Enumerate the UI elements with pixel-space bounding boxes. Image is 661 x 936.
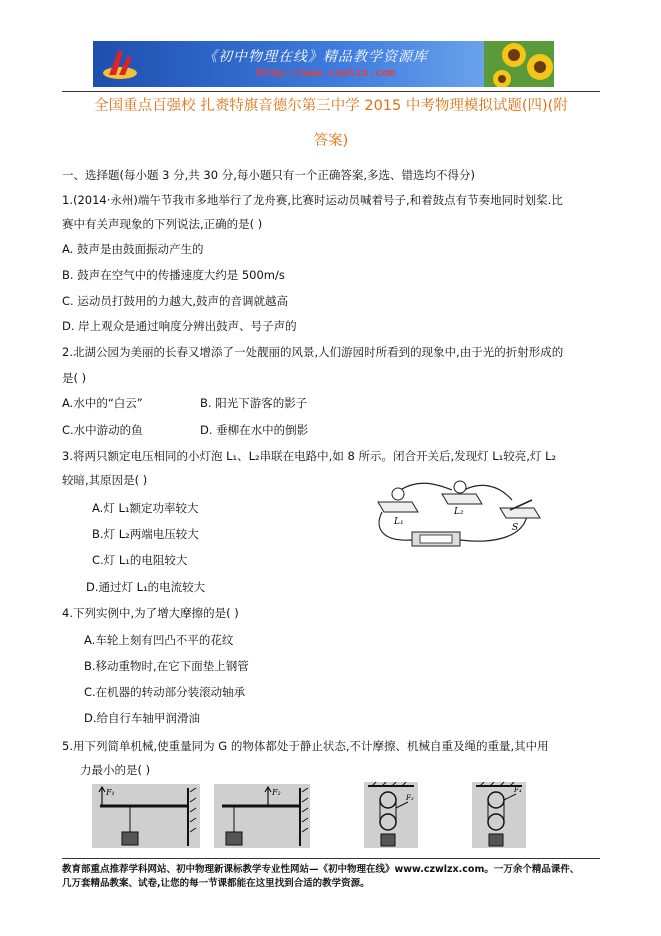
q2-stem-line1: 2.北湖公园为美丽的长春又增添了一处靓丽的风景,人们游园时所看到的现象中,由于光的折射形成的 [62, 345, 564, 359]
q3-option-b: B.灯 L₂两端电压较大 [92, 527, 199, 541]
q2-option-a: A.水中的“白云” [62, 396, 143, 410]
q5-figure-lever-2 [214, 784, 310, 848]
q2-option-c: C.水中游动的鱼 [62, 423, 143, 437]
q5-stem-line2: 力最小的是( ) [80, 763, 151, 777]
q2-stem-line2: 是( ) [62, 371, 87, 385]
sunflower-icon [484, 41, 554, 87]
label-s: S [512, 523, 519, 533]
q5-figure-pulley-3 [364, 782, 418, 848]
q1-stem-line1: 1.(2014·永州)端午节我市多地举行了龙舟赛,比赛时运动员喊着号子,和着鼓点有节奏地同时划桨.比 [62, 193, 563, 207]
footer-line1: 教育部重点推荐学科网站、初中物理新课标教学专业性网站—《初中物理在线》www.czwlzx.com。一万余个精品课件、 [62, 864, 580, 875]
q1-option-d: D. 岸上观众是通过响度分辨出鼓声、号子声的 [62, 319, 297, 333]
q3-option-c: C.灯 L₁的电阻较大 [92, 553, 188, 567]
header-rule [62, 91, 600, 92]
weight-block-icon [122, 832, 138, 845]
page-title-line2: 答案) [313, 133, 349, 149]
wire-1 [400, 483, 452, 490]
label-f2: F₂ [272, 788, 281, 797]
q4-option-d: D.给自行车轴甲润滑油 [84, 711, 201, 725]
lamp-l2-base [442, 494, 482, 504]
q3-option-a: A.灯 L₁额定功率较大 [92, 501, 199, 515]
q4-option-b: B.移动重物时,在它下面垫上钢管 [84, 659, 249, 673]
switch-base [500, 508, 540, 518]
q3-stem-line2: 较暗,其原因是( ) [62, 473, 148, 487]
banner-slogan: 《初中物理在线》精品教学资源库 [203, 49, 428, 65]
q2-option-d: D. 垂柳在水中的倒影 [200, 423, 309, 437]
label-f4: F₄ [514, 786, 522, 794]
weight-block-icon [381, 834, 395, 846]
footer-line2: 几万套精品教案、试卷,让您的每一节课都能在这里找到合适的教学资源。 [62, 878, 370, 889]
section-heading: 一、选择题(每小题 3 分,共 30 分,每小题只有一个正确答案,多选、错选均不得分) [62, 168, 476, 182]
label-l2: L₂ [454, 507, 464, 517]
q1-stem-line2: 赛中有关声现象的下列说法,正确的是( ) [62, 217, 263, 231]
lamp-l1-base [378, 502, 418, 512]
lamp-l2-bulb-icon [454, 481, 466, 493]
label-f1: F₁ [106, 788, 115, 797]
lamp-l1-bulb-icon [392, 488, 404, 500]
q3-circuit-figure [372, 478, 544, 554]
q1-option-b: B. 鼓声在空气中的传播速度大约是 500m/s [62, 268, 285, 282]
page-title-line1: 全国重点百强校 扎赉特旗音德尔第三中学 2015 中考物理模拟试题(四)(附 [94, 98, 568, 114]
site-logo-icon [101, 45, 139, 83]
label-l1: L₁ [394, 517, 404, 527]
label-f3: F₃ [406, 794, 414, 802]
q3-stem-line1: 3.将两只额定电压相同的小灯泡 L₁、L₂串联在电路中,如 8 所示。闭合开关后,发现灯 L₁较亮,灯 L₂ [62, 449, 557, 463]
q2-option-b: B. 阳光下游客的影子 [200, 396, 308, 410]
banner-url: http://www.czwlzx.com [256, 66, 396, 79]
q1-option-c: C. 运动员打鼓用的力越大,鼓声的音调就越高 [62, 294, 288, 308]
weight-block-icon [489, 834, 503, 846]
q4-option-c: C.在机器的转动部分装滚动轴承 [84, 685, 246, 699]
q3-option-d: D.通过灯 L₁的电流较大 [86, 580, 206, 594]
weight-block-icon [226, 832, 242, 845]
header-banner [93, 41, 554, 87]
q1-option-a: A. 鼓声是由鼓面振动产生的 [62, 242, 204, 256]
q4-stem: 4.下列实例中,为了增大摩擦的是( ) [62, 606, 239, 620]
q4-option-a: A.车轮上刻有凹凸不平的花纹 [84, 633, 234, 647]
q5-figure-lever-1 [92, 784, 200, 848]
footer-rule [62, 858, 600, 859]
q5-stem-line1: 5.用下列简单机械,使重量同为 G 的物体都处于静止状态,不计摩擦、机械自重及绳的重量,其中用 [62, 739, 549, 753]
q5-figure-pulley-4 [472, 782, 526, 848]
